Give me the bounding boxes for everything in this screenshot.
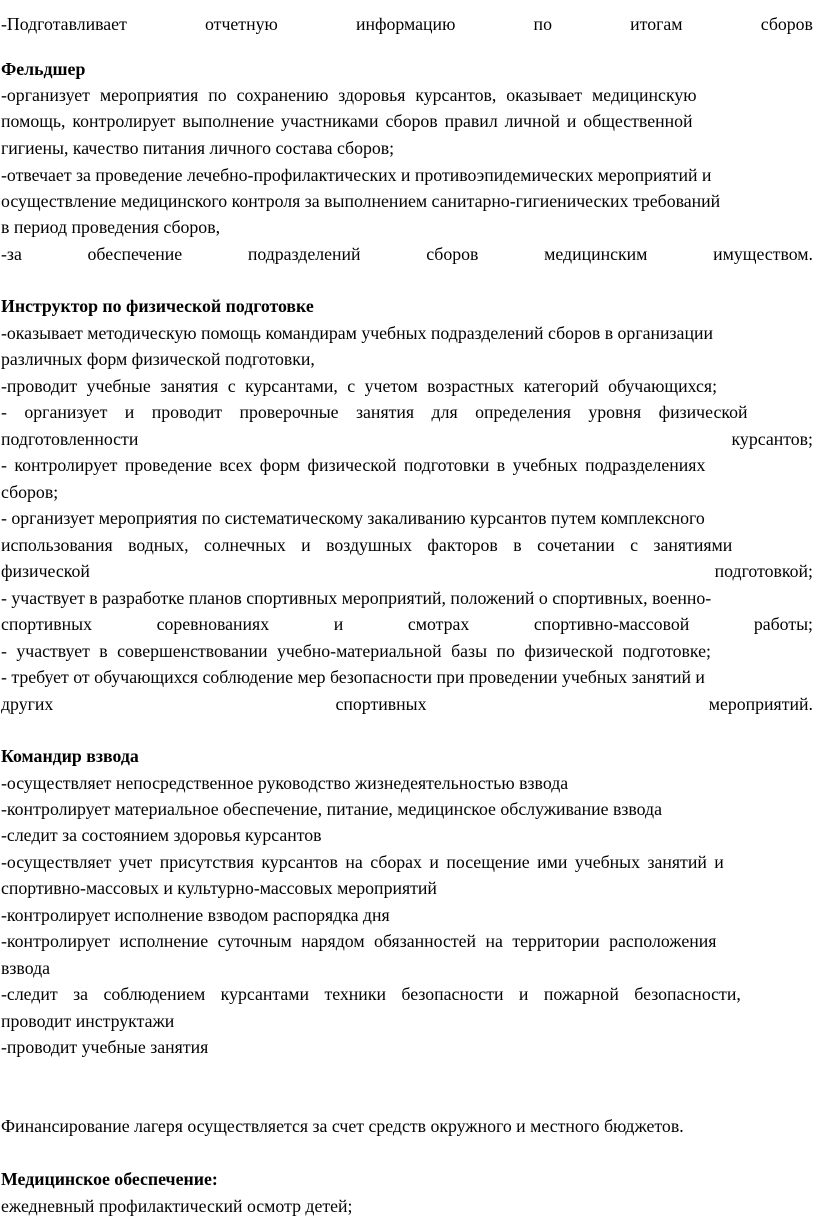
pe-instructor-line: физической подготовкой;	[1, 561, 813, 581]
pe-instructor-line: - требует от обучающихся соблюдение мер безопасности при проведении учебных занятий и	[1, 667, 705, 687]
pe-instructor-line: других спортивных мероприятий.	[1, 694, 813, 714]
platoon-commander-line: -осуществляет непосредственное руководство жизнедеятельностью взвода	[1, 773, 569, 793]
platoon-commander-line: -контролирует исполнение суточным нарядом обязанностей на территории расположения	[1, 931, 717, 951]
paramedic-line: помощь, контролирует выполнение участниками сборов правил личной и общественной	[1, 111, 693, 131]
word: отчетную	[205, 14, 278, 34]
paramedic-line: гигиены, качество питания личного состава сборов;	[1, 138, 395, 158]
platoon-commander-heading: Командир взвода	[1, 746, 139, 766]
platoon-commander-line: -следит за состоянием здоровья курсантов	[1, 825, 322, 845]
pe-instructor-line: различных форм физической подготовки,	[1, 349, 315, 369]
word: итогам	[630, 14, 683, 34]
platoon-commander-line: спортивно-массовых и культурно-массовых мероприятий	[1, 878, 437, 898]
paramedic-line: -за обеспечение подразделений сборов медицинским имуществом.	[1, 244, 813, 264]
pe-instructor-line: подготовленности курсантов;	[1, 429, 813, 449]
pe-instructor-line: - контролирует проведение всех форм физической подготовки в учебных подразделениях	[1, 455, 706, 475]
word: информацию	[355, 14, 456, 34]
pe-instructor-line: сборов;	[1, 482, 59, 502]
word: -Подготавливает	[1, 14, 127, 34]
platoon-commander-line: взвода	[1, 958, 51, 978]
pe-instructor-line: использования водных, солнечных и воздушных факторов в сочетании с занятиями	[1, 535, 733, 555]
financing-paragraph: Финансирование лагеря осуществляется за счет средств окружного и местного бюджетов.	[1, 1116, 684, 1136]
platoon-commander-line: проводит инструктажи	[1, 1011, 175, 1031]
paramedic-heading: Фельдшер	[1, 59, 86, 79]
pe-instructor-line: - участвует в совершенствовании учебно-материальной базы по физической подготовке;	[1, 641, 711, 661]
paramedic-line: -отвечает за проведение лечебно-профилактических и противоэпидемических мероприятий и	[1, 165, 712, 185]
paramedic-line: осуществление медицинского контроля за выполнением санитарно-гигиенических требований	[1, 191, 721, 211]
paramedic-line: в период проведения сборов,	[1, 217, 221, 237]
pe-instructor-line: -проводит учебные занятия с курсантами, с учетом возрастных категорий обучающихся;	[1, 376, 718, 396]
word: по	[533, 14, 552, 34]
platoon-commander-line: -проводит учебные занятия	[1, 1037, 209, 1057]
platoon-commander-line: -контролирует материальное обеспечение, питание, медицинское обслуживание взвода	[1, 799, 662, 819]
pe-instructor-line: спортивных соревнованиях и смотрах спортивно-массовой работы;	[1, 614, 813, 634]
paramedic-line: -организует мероприятия по сохранению здоровья курсантов, оказывает медицинскую	[1, 85, 697, 105]
pe-instructor-heading: Инструктор по физической подготовке	[1, 296, 314, 316]
word: сборов	[760, 14, 813, 34]
medical-line: ежедневный профилактический осмотр детей;	[1, 1196, 353, 1216]
platoon-commander-line: -контролирует исполнение взводом распорядка дня	[1, 905, 390, 925]
platoon-commander-line: -осуществляет учет присутствия курсантов на сборах и посещение ими учебных занятий и	[1, 852, 724, 872]
medical-heading: Медицинское обеспечение:	[1, 1169, 218, 1189]
intro-line-1	[1, 11, 813, 37]
platoon-commander-line: -следит за соблюдением курсантами техники безопасности и пожарной безопасности,	[1, 984, 741, 1004]
pe-instructor-line: - организует мероприятия по систематическому закаливанию курсантов путем комплексного	[1, 508, 705, 528]
pe-instructor-line: - участвует в разработке планов спортивных мероприятий, положений о спортивных, военно-	[1, 588, 712, 608]
pe-instructor-line: -оказывает методическую помощь командирам учебных подразделений сборов в организации	[1, 323, 713, 343]
pe-instructor-line: - организует и проводит проверочные занятия для определения уровня физической	[1, 402, 748, 422]
